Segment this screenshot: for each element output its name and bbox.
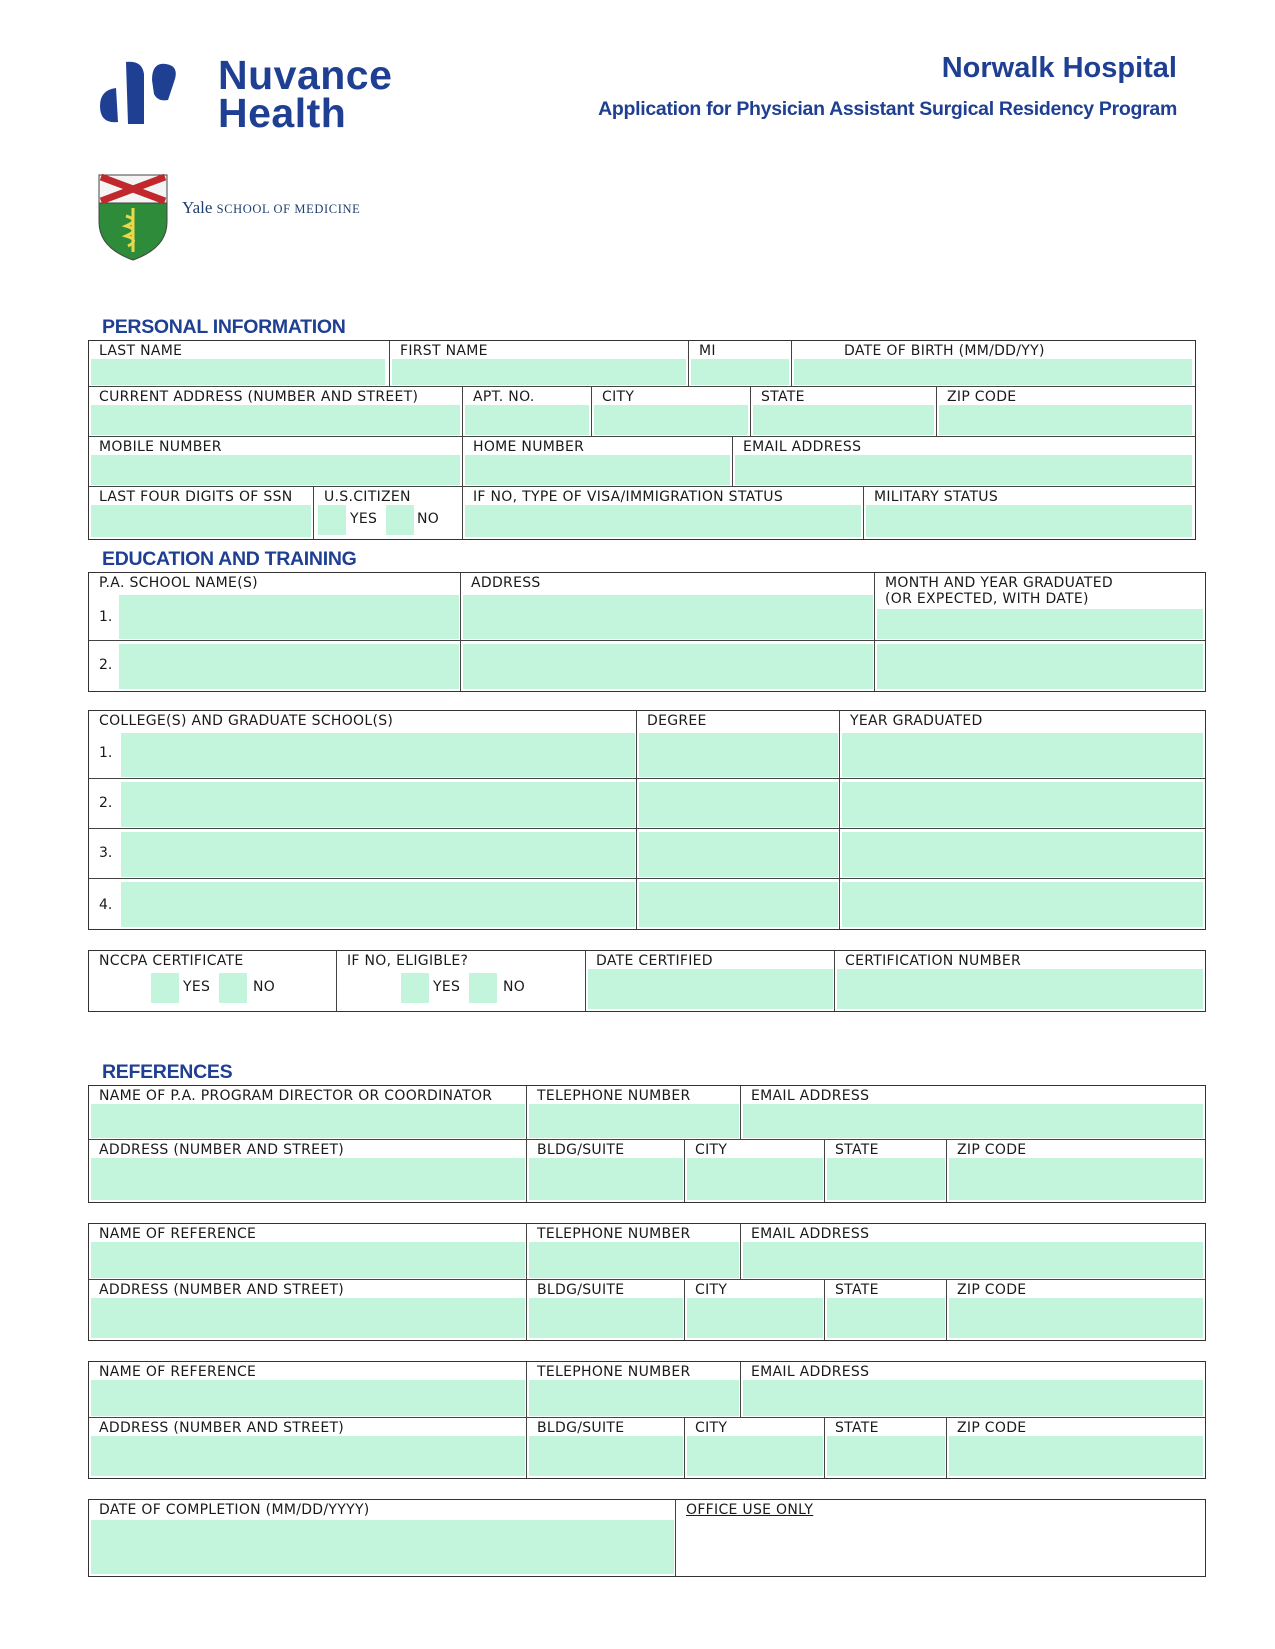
yale-wordmark (182, 198, 360, 218)
personal-info-table (88, 340, 1196, 540)
cell-director-email (741, 1086, 1205, 1140)
brand-line-2: Health (218, 90, 347, 136)
label-mi: MI (699, 343, 716, 359)
label-date-certified: DATE CERTIFIED (596, 953, 713, 969)
citizen-no-checkbox[interactable] (386, 505, 414, 535)
form-title: Application for Physician Assistant Surgical Residency Program (598, 98, 1177, 120)
pa-graduated-2-field[interactable] (877, 644, 1203, 689)
ref3-bldg-field[interactable] (529, 1436, 683, 1476)
last-name-field[interactable] (91, 359, 385, 385)
apt-field[interactable] (465, 405, 589, 435)
cell-eligible (337, 951, 586, 1011)
cell-ref2-email (741, 1224, 1205, 1280)
cell-cert-number (835, 951, 1205, 1011)
director-state-field[interactable] (827, 1158, 945, 1200)
year-4-field[interactable] (842, 882, 1203, 927)
mi-field[interactable] (691, 359, 789, 385)
label-graduated: MONTH AND YEAR GRADUATED (885, 575, 1114, 591)
cell-city (592, 387, 751, 437)
pa-graduated-1-field[interactable] (877, 609, 1203, 639)
completion-date-field[interactable] (91, 1520, 674, 1574)
year-2-field[interactable] (842, 782, 1203, 827)
label-office-use: OFFICE USE ONLY (686, 1502, 814, 1518)
eligible-yes-label: YES (433, 979, 461, 995)
label-ref3-phone: TELEPHONE NUMBER (537, 1364, 691, 1380)
pa-school-table (88, 572, 1206, 692)
cell-degree-3 (637, 829, 840, 879)
label-ref2-state: STATE (835, 1282, 879, 1298)
hospital-name: Norwalk Hospital (941, 52, 1177, 84)
label-cert-number: CERTIFICATION NUMBER (845, 953, 1022, 969)
college-number-3: 3. (99, 845, 113, 861)
ssn-field[interactable] (91, 505, 311, 537)
label-ref2-phone: TELEPHONE NUMBER (537, 1226, 691, 1242)
completion-table (88, 1499, 1206, 1577)
cell-college-2 (89, 779, 637, 829)
label-director-state: STATE (835, 1142, 879, 1158)
citizen-no-label: NO (417, 511, 440, 527)
cell-director-state (825, 1140, 947, 1202)
cell-ref2-zip (947, 1280, 1205, 1340)
director-address-field[interactable] (91, 1158, 525, 1200)
ref2-name-field[interactable] (91, 1242, 525, 1278)
label-ref2-name: NAME OF REFERENCE (99, 1226, 257, 1242)
label-director-email: EMAIL ADDRESS (751, 1088, 870, 1104)
cell-ref3-state (825, 1418, 947, 1478)
cert-number-field[interactable] (837, 969, 1203, 1009)
label-director-address: ADDRESS (NUMBER AND STREET) (99, 1142, 345, 1158)
current-address-field[interactable] (91, 405, 460, 435)
cell-home (463, 437, 733, 487)
label-pa-school: P.A. SCHOOL NAME(S) (99, 575, 258, 591)
eligible-no-label: NO (503, 979, 526, 995)
cell-ssn (89, 487, 314, 539)
ref2-city-field[interactable] (687, 1298, 823, 1338)
yale-name: Yale (182, 198, 213, 217)
reference-table-3 (88, 1361, 1206, 1479)
college-number-4: 4. (99, 897, 113, 913)
ref2-phone-field[interactable] (529, 1242, 739, 1278)
cell-ref2-bldg (527, 1280, 685, 1340)
label-director-name: NAME OF P.A. PROGRAM DIRECTOR OR COORDINATOR (99, 1088, 493, 1104)
cell-nccpa (89, 951, 337, 1011)
label-ref2-city: CITY (695, 1282, 728, 1298)
label-director-bldg: BLDG/SUITE (537, 1142, 625, 1158)
state-field[interactable] (753, 405, 934, 435)
degree-3-field[interactable] (639, 832, 838, 877)
email-field[interactable] (735, 455, 1192, 485)
cell-ref3-address (89, 1418, 527, 1478)
cell-citizen (314, 487, 463, 539)
label-ref2-bldg: BLDG/SUITE (537, 1282, 625, 1298)
label-state: STATE (761, 389, 805, 405)
label-last-name: LAST NAME (99, 343, 183, 359)
cell-apt (463, 387, 592, 437)
cell-ref2-state (825, 1280, 947, 1340)
label-ref3-city: CITY (695, 1420, 728, 1436)
city-field[interactable] (594, 405, 748, 435)
pa-school-address-1-field[interactable] (463, 595, 873, 639)
label-ref3-zip: ZIP CODE (957, 1420, 1027, 1436)
cell-mobile (89, 437, 463, 487)
pa-school-name-2-field[interactable] (119, 644, 459, 689)
cell-year-2 (840, 779, 1205, 829)
section-title-personal: PERSONAL INFORMATION (102, 316, 346, 338)
cell-degree-1 (637, 711, 840, 779)
label-first-name: FIRST NAME (400, 343, 488, 359)
college-3-field[interactable] (121, 832, 635, 877)
cell-state (751, 387, 937, 437)
label-ref3-state: STATE (835, 1420, 879, 1436)
nccpa-no-label: NO (253, 979, 276, 995)
cell-pa-address-2 (461, 641, 875, 691)
ref2-address-field[interactable] (91, 1298, 525, 1338)
cell-date-certified (586, 951, 835, 1011)
pa-school-address-2-field[interactable] (463, 644, 873, 689)
cell-last-name (89, 341, 390, 387)
eligible-no-checkbox[interactable] (469, 973, 497, 1003)
label-ssn: LAST FOUR DIGITS OF SSN (99, 489, 293, 505)
cell-ref3-city (685, 1418, 825, 1478)
label-director-city: CITY (695, 1142, 728, 1158)
cell-year-4 (840, 879, 1205, 929)
cell-ref2-city (685, 1280, 825, 1340)
label-pa-address: ADDRESS (471, 575, 541, 591)
label-citizen: U.S.CITIZEN (324, 489, 411, 505)
director-bldg-field[interactable] (529, 1158, 683, 1200)
college-number-2: 2. (99, 795, 113, 811)
cell-zip (937, 387, 1195, 437)
ref3-zip-field[interactable] (949, 1436, 1203, 1476)
year-1-field[interactable] (842, 733, 1203, 777)
label-ref2-address: ADDRESS (NUMBER AND STREET) (99, 1282, 345, 1298)
college-1-field[interactable] (121, 733, 635, 777)
cell-visa (463, 487, 864, 539)
label-zip: ZIP CODE (947, 389, 1017, 405)
cell-pa-graduated-1 (875, 573, 1205, 641)
citizen-yes-checkbox[interactable] (318, 505, 346, 535)
cell-pa-graduated-2 (875, 641, 1205, 691)
label-graduated-2: (OR EXPECTED, WITH DATE) (885, 591, 1089, 607)
nuvance-health-logo (98, 52, 398, 136)
cell-college-3 (89, 829, 637, 879)
label-completion-date: DATE OF COMPLETION (MM/DD/YYYY) (99, 1502, 370, 1518)
director-email-field[interactable] (743, 1104, 1203, 1138)
ref3-phone-field[interactable] (529, 1380, 739, 1416)
cell-director-name (89, 1086, 527, 1140)
reference-table-2 (88, 1223, 1206, 1341)
visa-status-field[interactable] (465, 505, 861, 537)
section-title-education: EDUCATION AND TRAINING (102, 548, 357, 570)
label-director-zip: ZIP CODE (957, 1142, 1027, 1158)
reference-table-director (88, 1085, 1206, 1203)
label-ref3-bldg: BLDG/SUITE (537, 1420, 625, 1436)
label-ref3-address: ADDRESS (NUMBER AND STREET) (99, 1420, 345, 1436)
cell-ref3-name (89, 1362, 527, 1418)
cell-director-zip (947, 1140, 1205, 1202)
ref3-address-field[interactable] (91, 1436, 525, 1476)
director-name-field[interactable] (91, 1104, 525, 1138)
label-ref3-name: NAME OF REFERENCE (99, 1364, 257, 1380)
degree-4-field[interactable] (639, 882, 838, 927)
label-current-address: CURRENT ADDRESS (NUMBER AND STREET) (99, 389, 419, 405)
cell-ref3-bldg (527, 1418, 685, 1478)
mobile-number-field[interactable] (91, 455, 460, 485)
college-2-field[interactable] (121, 782, 635, 827)
military-status-field[interactable] (866, 505, 1192, 537)
label-apt: APT. NO. (473, 389, 535, 405)
label-eligible: IF NO, ELIGIBLE? (347, 953, 469, 969)
pa-school-name-1-field[interactable] (119, 595, 459, 639)
cell-pa-school-2 (89, 641, 461, 691)
nccpa-table (88, 950, 1206, 1012)
cell-current-address (89, 387, 463, 437)
cell-ref2-name (89, 1224, 527, 1280)
label-ref2-email: EMAIL ADDRESS (751, 1226, 870, 1242)
ref2-bldg-field[interactable] (529, 1298, 683, 1338)
label-director-phone: TELEPHONE NUMBER (537, 1088, 691, 1104)
row-number-2: 2. (99, 657, 113, 673)
college-4-field[interactable] (121, 882, 635, 927)
ref3-email-field[interactable] (743, 1380, 1203, 1416)
label-colleges: COLLEGE(S) AND GRADUATE SCHOOL(S) (99, 713, 394, 729)
cell-degree-4 (637, 879, 840, 929)
first-name-field[interactable] (392, 359, 686, 385)
brand-name (218, 52, 393, 136)
label-ref3-email: EMAIL ADDRESS (751, 1364, 870, 1380)
label-ref2-zip: ZIP CODE (957, 1282, 1027, 1298)
label-home: HOME NUMBER (473, 439, 585, 455)
label-email: EMAIL ADDRESS (743, 439, 862, 455)
label-year: YEAR GRADUATED (850, 713, 983, 729)
director-city-field[interactable] (687, 1158, 823, 1200)
date-certified-field[interactable] (588, 969, 833, 1009)
degree-2-field[interactable] (639, 782, 838, 827)
cell-mi (689, 341, 792, 387)
dob-field[interactable] (794, 359, 1192, 385)
cell-director-phone (527, 1086, 741, 1140)
cell-year-1 (840, 711, 1205, 779)
cell-ref3-zip (947, 1418, 1205, 1478)
cell-completion-date (89, 1500, 676, 1576)
nccpa-yes-label: YES (183, 979, 211, 995)
label-visa: IF NO, TYPE OF VISA/IMMIGRATION STATUS (473, 489, 784, 505)
college-table (88, 710, 1206, 930)
cell-ref2-address (89, 1280, 527, 1340)
cell-ref3-phone (527, 1362, 741, 1418)
ref3-city-field[interactable] (687, 1436, 823, 1476)
year-3-field[interactable] (842, 832, 1203, 877)
cell-degree-2 (637, 779, 840, 829)
cell-first-name (390, 341, 689, 387)
home-number-field[interactable] (465, 455, 730, 485)
citizen-yes-label: YES (350, 511, 378, 527)
label-degree: DEGREE (647, 713, 707, 729)
cell-director-city (685, 1140, 825, 1202)
ref3-state-field[interactable] (827, 1436, 945, 1476)
nccpa-no-checkbox[interactable] (219, 973, 247, 1003)
label-military: MILITARY STATUS (874, 489, 999, 505)
cell-college-1 (89, 711, 637, 779)
section-title-references: REFERENCES (102, 1061, 233, 1083)
cell-college-4 (89, 879, 637, 929)
nuvance-logo-mark-icon (98, 60, 210, 130)
ref2-zip-field[interactable] (949, 1298, 1203, 1338)
row-number-1: 1. (99, 609, 113, 625)
label-dob: DATE OF BIRTH (MM/DD/YY) (844, 343, 1045, 359)
brand-line-1: Nuvance (218, 52, 393, 98)
ref3-name-field[interactable] (91, 1380, 525, 1416)
cell-ref2-phone (527, 1224, 741, 1280)
cell-military (864, 487, 1195, 539)
college-number-1: 1. (99, 745, 113, 761)
eligible-yes-checkbox[interactable] (401, 973, 429, 1003)
ref2-email-field[interactable] (743, 1242, 1203, 1278)
cell-dob (792, 341, 1195, 387)
label-nccpa: NCCPA CERTIFICATE (99, 953, 244, 969)
cell-director-bldg (527, 1140, 685, 1202)
degree-1-field[interactable] (639, 733, 838, 777)
cell-pa-school-1 (89, 573, 461, 641)
label-mobile: MOBILE NUMBER (99, 439, 222, 455)
cell-year-3 (840, 829, 1205, 879)
label-city: CITY (602, 389, 635, 405)
cell-pa-address-1 (461, 573, 875, 641)
nccpa-yes-checkbox[interactable] (151, 973, 179, 1003)
yale-shield-icon (98, 174, 168, 262)
cell-office-use (676, 1500, 1205, 1576)
cell-ref3-email (741, 1362, 1205, 1418)
cell-email (733, 437, 1195, 487)
ref2-state-field[interactable] (827, 1298, 945, 1338)
zip-field[interactable] (939, 405, 1192, 435)
yale-school: SCHOOL OF MEDICINE (216, 202, 361, 216)
director-zip-field[interactable] (949, 1158, 1203, 1200)
cell-director-address (89, 1140, 527, 1202)
director-phone-field[interactable] (529, 1104, 739, 1138)
yale-logo (98, 174, 378, 266)
